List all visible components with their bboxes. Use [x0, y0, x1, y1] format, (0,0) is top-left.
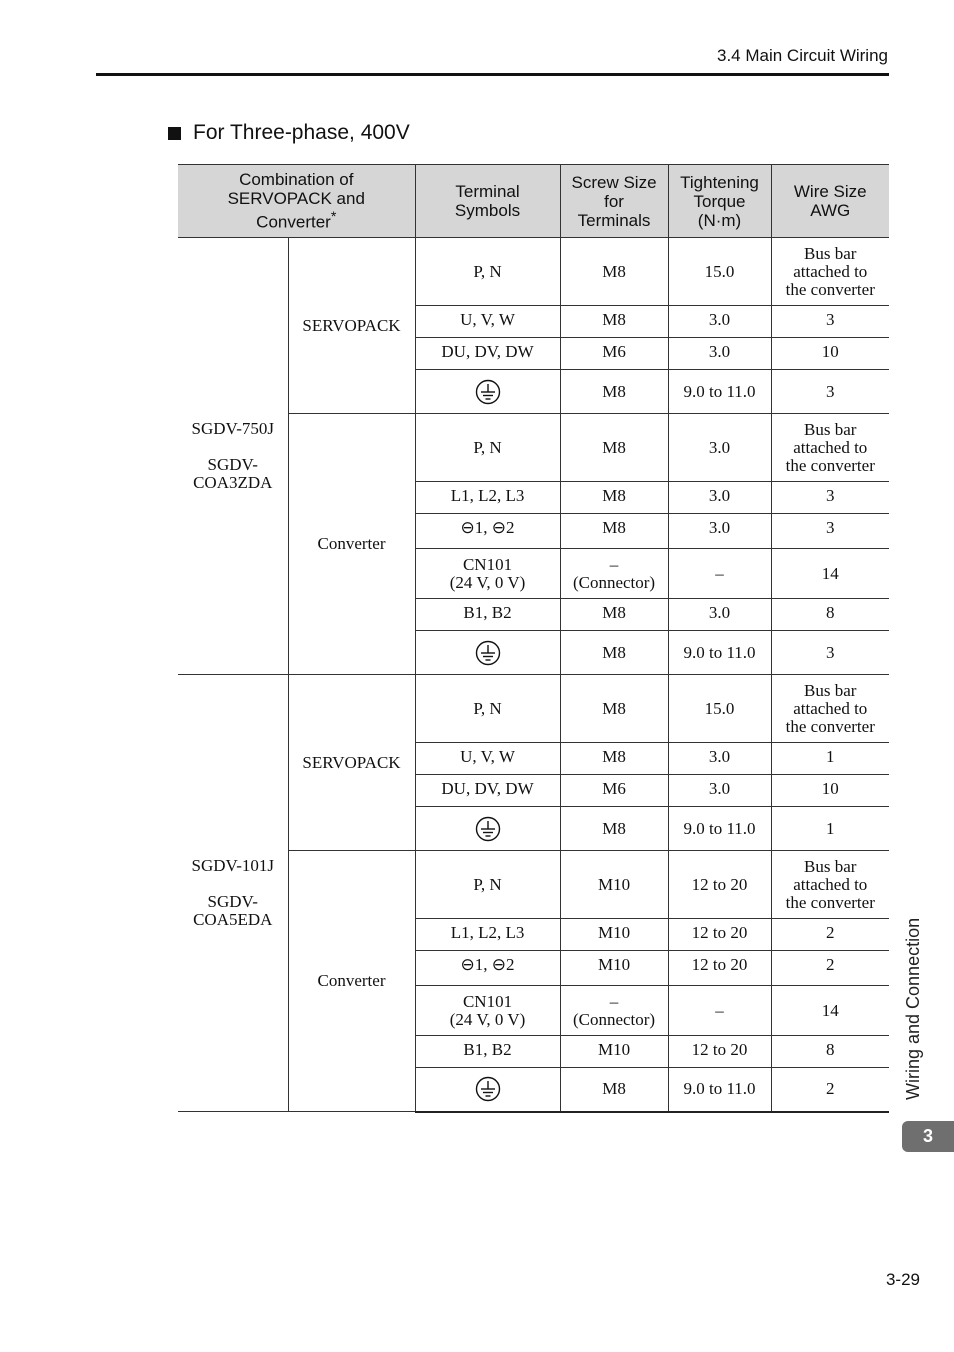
header-torque-line1: Tightening: [680, 172, 759, 192]
model-converter-line2: COA5EDA: [193, 910, 273, 929]
wire-size-cell: 3: [771, 631, 889, 675]
model-combination-cell: [178, 238, 288, 675]
header-combination-line1: Combination of: [239, 170, 354, 190]
terminal-symbol-cell: P, N: [415, 414, 560, 482]
header-rule: [96, 73, 889, 76]
tightening-torque-cell: 3.0: [668, 514, 771, 549]
wire-size-cell: [771, 675, 889, 743]
tightening-torque-cell: 3.0: [668, 482, 771, 514]
wire-size-cell: 1: [771, 743, 889, 775]
wire-size-cell: 2: [771, 919, 889, 951]
wire-size-cell: 3: [771, 370, 889, 414]
wire-line2: attached to: [793, 698, 868, 718]
wire-size-cell: 2: [771, 951, 889, 986]
wire-line1: Bus bar: [804, 680, 857, 700]
protective-ground-icon: [475, 1076, 501, 1102]
terminal-symbol-cell: P, N: [415, 675, 560, 743]
tightening-torque-cell: 3.0: [668, 338, 771, 370]
tightening-torque-cell: 3.0: [668, 306, 771, 338]
terminal-symbol-cell: [415, 370, 560, 414]
protective-ground-icon: [475, 379, 501, 405]
header-tightening-torque: [668, 165, 771, 238]
running-header-title: 3.4 Main Circuit Wiring: [717, 46, 888, 65]
wire-size-cell: 2: [771, 1068, 889, 1112]
page-number: 3-29: [885, 1270, 920, 1289]
screw-size-cell: M10: [560, 919, 668, 951]
model-combination-cell: [178, 675, 288, 1112]
header-combination-line2: SERVOPACK and: [227, 189, 365, 209]
screw-size-cell: M8: [560, 631, 668, 675]
wire-line2: attached to: [793, 261, 868, 281]
model-spacer: [180, 438, 286, 456]
screw-size-cell: M10: [560, 951, 668, 986]
wire-size-cell: [771, 414, 889, 482]
header-screw-line2: for: [604, 191, 624, 211]
header-screw-line1: Screw Size: [571, 172, 657, 192]
terminal-symbol-cell: B1, B2: [415, 599, 560, 631]
model-converter-line2: COA3ZDA: [193, 473, 273, 492]
screw-line2: (Connector): [572, 572, 656, 592]
tightening-torque-cell: –: [668, 986, 771, 1036]
screw-size-cell: M8: [560, 414, 668, 482]
wire-size-cell: [771, 851, 889, 919]
header-wire-line1: Wire Size: [793, 182, 867, 201]
screw-size-cell: M8: [560, 482, 668, 514]
model-spacer: [180, 875, 286, 893]
wire-line1: Bus bar: [804, 419, 857, 439]
tightening-torque-cell: 12 to 20: [668, 1036, 771, 1068]
screw-size-cell: M6: [560, 775, 668, 807]
terminal-symbol-cell: ⊖1, ⊖2: [415, 951, 560, 986]
unit-servopack-cell: SERVOPACK: [288, 238, 415, 414]
screw-line2: (Connector): [572, 1009, 656, 1029]
tightening-torque-cell: 12 to 20: [668, 851, 771, 919]
tightening-torque-cell: 9.0 to 11.0: [668, 1068, 771, 1112]
wire-size-cell: 14: [771, 986, 889, 1036]
tightening-torque-cell: 3.0: [668, 743, 771, 775]
wire-line3: the converter: [785, 455, 875, 475]
screw-size-cell: M10: [560, 1036, 668, 1068]
terminal-symbol-cell: DU, DV, DW: [415, 338, 560, 370]
tightening-torque-cell: 9.0 to 11.0: [668, 631, 771, 675]
wire-line2: attached to: [793, 437, 868, 457]
wire-line3: the converter: [785, 716, 875, 736]
header-torque-line3: (N·m): [697, 210, 742, 230]
wire-size-cell: 10: [771, 338, 889, 370]
wire-size-cell: 1: [771, 807, 889, 851]
screw-size-cell: M10: [560, 851, 668, 919]
terminal-symbol-cell: P, N: [415, 851, 560, 919]
terminal-symbol-cell: [415, 986, 560, 1036]
chapter-side-label-text: Wiring and Connection: [903, 917, 923, 1100]
wire-size-cell: 3: [771, 482, 889, 514]
wire-size-cell: 8: [771, 1036, 889, 1068]
wire-line1: Bus bar: [804, 243, 857, 263]
model-converter-line1: SGDV-: [207, 892, 258, 911]
terminal-symbol-cell: U, V, W: [415, 306, 560, 338]
model-servopack: SGDV-750J: [191, 419, 274, 438]
wire-line1: Bus bar: [804, 856, 857, 876]
section-heading: [168, 121, 410, 145]
square-bullet-icon: [168, 127, 181, 140]
screw-size-cell: M6: [560, 338, 668, 370]
screw-size-cell: M8: [560, 675, 668, 743]
table-row: [178, 675, 889, 743]
screw-size-cell: M8: [560, 514, 668, 549]
unit-converter-cell: Converter: [288, 851, 415, 1112]
footnote-mark: *: [330, 209, 337, 226]
terminal-line1: CN101: [462, 554, 513, 574]
header-combination-line3: Converter: [256, 212, 331, 232]
tightening-torque-cell: 9.0 to 11.0: [668, 370, 771, 414]
header-terminal-symbols: [415, 165, 560, 238]
wire-size-cell: [771, 238, 889, 306]
chapter-number-tab: 3: [902, 1121, 954, 1152]
screw-size-cell: M8: [560, 306, 668, 338]
tightening-torque-cell: –: [668, 549, 771, 599]
tightening-torque-cell: 12 to 20: [668, 951, 771, 986]
screw-size-cell: M8: [560, 599, 668, 631]
terminal-line1: CN101: [462, 991, 513, 1011]
header-screw-line3: Terminals: [577, 210, 651, 230]
protective-ground-icon: [475, 640, 501, 666]
unit-servopack-cell: SERVOPACK: [288, 675, 415, 851]
header-combination: [178, 165, 415, 238]
tightening-torque-cell: 3.0: [668, 599, 771, 631]
terminal-symbol-cell: P, N: [415, 238, 560, 306]
wire-size-cell: 8: [771, 599, 889, 631]
terminal-symbol-cell: [415, 549, 560, 599]
unit-converter-cell: Converter: [288, 414, 415, 675]
screw-size-cell: [560, 986, 668, 1036]
wiring-spec-table: [178, 164, 889, 1113]
protective-ground-icon: [475, 816, 501, 842]
header-wire-size: [771, 165, 889, 238]
section-title-text: For Three-phase, 400V: [193, 121, 410, 144]
table-row: [178, 238, 889, 306]
header-wire-line2: AWG: [810, 201, 851, 220]
table-header-row: [178, 165, 889, 238]
screw-size-cell: [560, 549, 668, 599]
wire-line2: attached to: [793, 874, 868, 894]
screw-size-cell: M8: [560, 370, 668, 414]
terminal-symbol-cell: [415, 1068, 560, 1112]
model-servopack: SGDV-101J: [191, 856, 274, 875]
wire-size-cell: 14: [771, 549, 889, 599]
terminal-symbol-cell: L1, L2, L3: [415, 482, 560, 514]
screw-line1: –: [609, 554, 619, 574]
tightening-torque-cell: 15.0: [668, 238, 771, 306]
wire-line3: the converter: [785, 279, 875, 299]
tightening-torque-cell: 3.0: [668, 775, 771, 807]
wire-size-cell: 3: [771, 514, 889, 549]
model-converter-line1: SGDV-: [207, 455, 258, 474]
terminal-symbol-cell: [415, 631, 560, 675]
screw-size-cell: M8: [560, 1068, 668, 1112]
header-terminal-line2: Symbols: [454, 201, 521, 220]
terminal-line2: (24 V, 0 V): [449, 572, 526, 592]
terminal-symbol-cell: [415, 807, 560, 851]
screw-size-cell: M8: [560, 807, 668, 851]
wire-size-cell: 10: [771, 775, 889, 807]
terminal-symbol-cell: U, V, W: [415, 743, 560, 775]
header-screw-size: [560, 165, 668, 238]
terminal-symbol-cell: DU, DV, DW: [415, 775, 560, 807]
tightening-torque-cell: 3.0: [668, 414, 771, 482]
terminal-symbol-cell: B1, B2: [415, 1036, 560, 1068]
header-terminal-line1: Terminal: [455, 182, 520, 201]
tightening-torque-cell: 9.0 to 11.0: [668, 807, 771, 851]
tightening-torque-cell: 15.0: [668, 675, 771, 743]
screw-line1: –: [609, 991, 619, 1011]
terminal-symbol-cell: L1, L2, L3: [415, 919, 560, 951]
screw-size-cell: M8: [560, 238, 668, 306]
header-torque-line2: Torque: [693, 191, 746, 211]
terminal-symbol-cell: ⊖1, ⊖2: [415, 514, 560, 549]
wire-size-cell: 3: [771, 306, 889, 338]
wire-line3: the converter: [785, 892, 875, 912]
terminal-line2: (24 V, 0 V): [449, 1009, 526, 1029]
screw-size-cell: M8: [560, 743, 668, 775]
tightening-torque-cell: 12 to 20: [668, 919, 771, 951]
